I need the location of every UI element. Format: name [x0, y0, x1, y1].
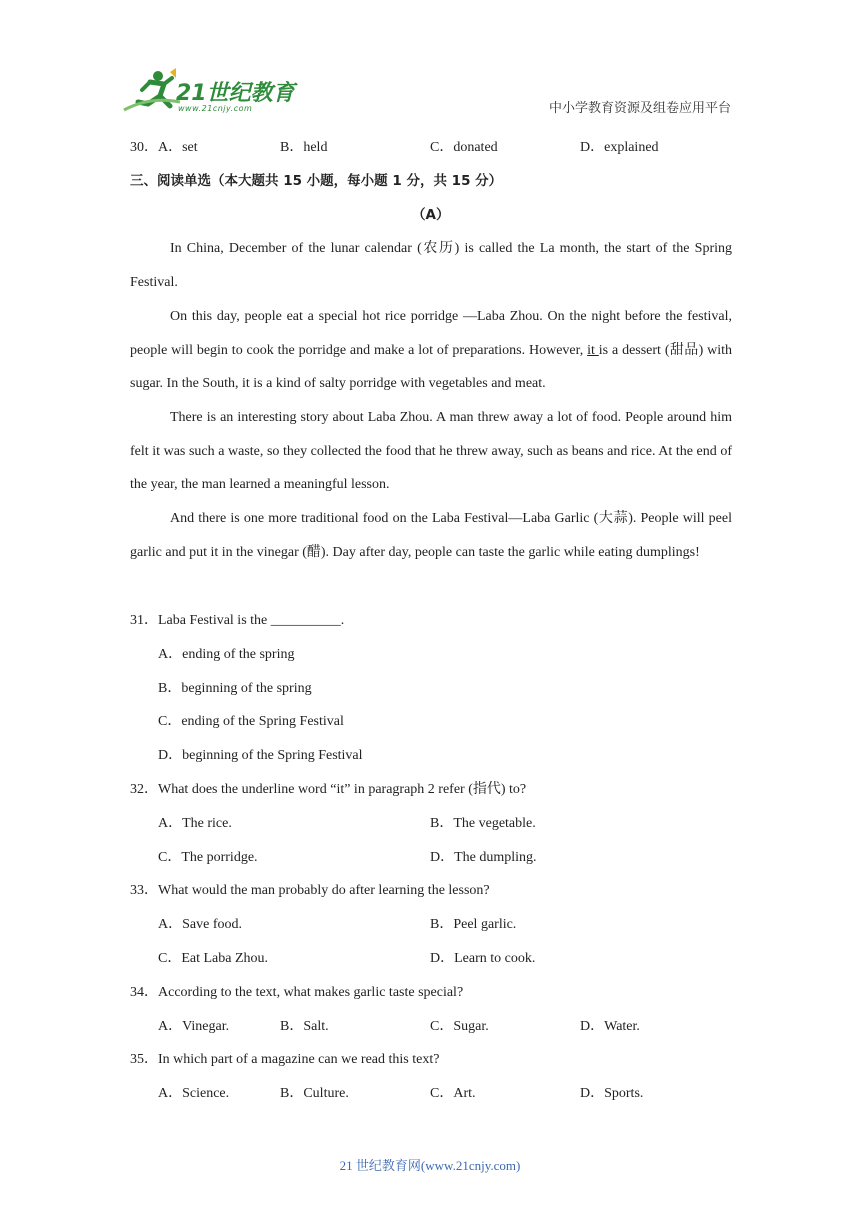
q35-option-c: C．Art.	[430, 1086, 476, 1101]
q33-option-c: C．Eat Laba Zhou.	[158, 951, 269, 966]
passage-paragraph-3: There is an interesting story about Laba Zhou. A man threw away a lot of food. People around him felt it was such a waste, so they collected the food that he threw away, such as beans and rice. At the end of the year, the man learned a meaningful lesson.	[130, 410, 732, 493]
passage-paragraph-2-part-a: On this day, people eat a special hot rice porridge —Laba Zhou. On the night before the festival, people will begin to cook the porridge and make a lot of preparations. However,	[130, 309, 732, 358]
q30-option-a: A．set	[158, 140, 198, 155]
q32-option-c: C．The porridge.	[158, 850, 258, 865]
q34-option-a: A．Vinegar.	[158, 1019, 230, 1034]
passage-paragraph-1: In China, December of the lunar calendar (农历) is called the La month, the start of the Spring Festival.	[130, 241, 732, 290]
site-logo	[120, 66, 300, 118]
q33-option-a: A．Save food.	[158, 917, 242, 932]
q31-stem: 31．Laba Festival is the __________.	[130, 613, 345, 628]
page-footer: 21 世纪教育网(www.21cnjy.com)	[339, 1158, 521, 1173]
q35-option-b: B．Culture.	[280, 1086, 349, 1101]
passage-label: （A）	[412, 207, 450, 223]
q33-stem: 33．What would the man probably do after learning the lesson?	[130, 883, 490, 898]
q30-option-d: D．explained	[580, 140, 659, 155]
q35-option-a: A．Science.	[158, 1086, 230, 1101]
q34-stem: 34．According to the text, what makes garlic taste special?	[130, 985, 464, 1000]
q30-option-b: B．held	[280, 140, 328, 155]
q31-option-c: C．ending of the Spring Festival	[158, 714, 344, 729]
q30-label: 30．	[130, 140, 158, 155]
q30-option-c: C．donated	[430, 140, 498, 155]
q34-option-b: B．Salt.	[280, 1019, 329, 1034]
passage-paragraph-2-part-b: is a dessert (甜品) with sugar. In the South, it is a kind of salty porridge with vegetables and meat.	[130, 342, 732, 392]
q31-option-b: B．beginning of the spring	[158, 681, 312, 696]
q34-option-c: C．Sugar.	[430, 1019, 489, 1034]
logo-text: 21世纪教育	[176, 81, 295, 106]
q31-option-a: A．ending of the spring	[158, 647, 295, 662]
q33-option-b: B．Peel garlic.	[430, 917, 517, 932]
passage-paragraph-4: And there is one more traditional food on the Laba Festival—Laba Garlic (大蒜). People will peel garlic and put it in the vinegar (醋). Day after day, people can taste the garlic while eating dumplings!	[130, 511, 732, 560]
q34-option-d: D．Water.	[580, 1019, 640, 1034]
q35-option-d: D．Sports.	[580, 1086, 644, 1101]
q35-stem: 35．In which part of a magazine can we read this text?	[130, 1052, 440, 1067]
q32-option-a: A．The rice.	[158, 816, 232, 831]
underlined-word-it: it	[587, 342, 599, 358]
q32-option-d: D．The dumpling.	[430, 850, 537, 865]
logo-url: www.21cnjy.com	[178, 104, 253, 113]
passage-paragraph-2	[130, 300, 732, 401]
header-platform-text: 中小学教育资源及组卷应用平台	[549, 100, 732, 115]
section-title: 三、阅读单选（本大题共 15 小题，每小题 1 分，共 15 分）	[130, 173, 503, 189]
q31-option-d: D．beginning of the Spring Festival	[158, 748, 363, 763]
q32-option-b: B．The vegetable.	[430, 816, 536, 831]
q33-option-d: D．Learn to cook.	[430, 951, 536, 966]
q32-stem: 32．What does the underline word “it” in paragraph 2 refer (指代) to?	[130, 782, 527, 797]
